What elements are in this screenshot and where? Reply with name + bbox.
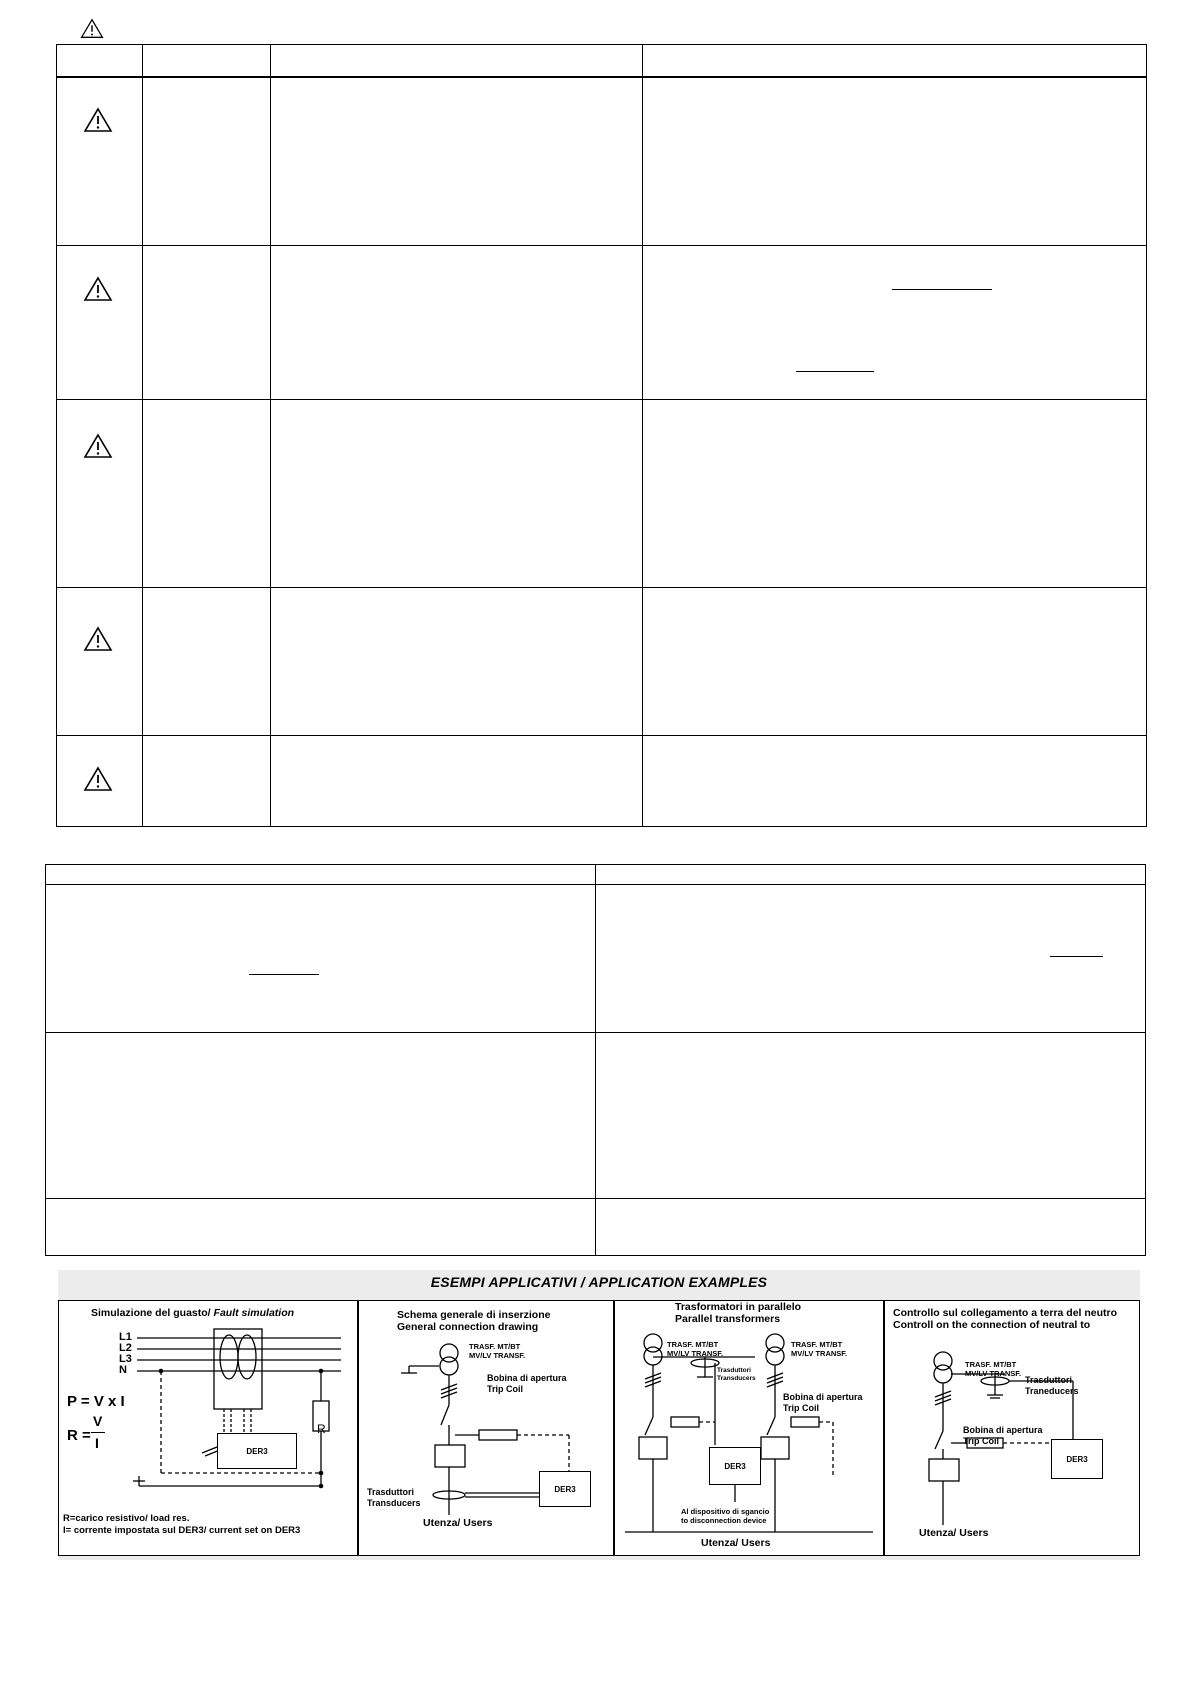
examples-title: ESEMPI APPLICATIVI / APPLICATION EXAMPLES bbox=[430, 1274, 768, 1290]
warning-icon bbox=[83, 276, 113, 302]
phase-l2: L2 bbox=[119, 1342, 132, 1354]
resistor-label: R bbox=[317, 1422, 326, 1436]
panel-general-connection bbox=[358, 1300, 614, 1556]
der3-device: DER3 bbox=[709, 1447, 761, 1485]
phase-l3: L3 bbox=[119, 1353, 132, 1365]
coil-label-1: Bobina di apertura bbox=[963, 1425, 1043, 1435]
transducers-label-1: Trasduttori bbox=[367, 1487, 415, 1497]
phase-n: N bbox=[119, 1364, 127, 1376]
panel3-heading-1: Trasformatori in parallelo bbox=[675, 1301, 802, 1313]
panel2-heading-2: General connection drawing bbox=[397, 1321, 539, 1333]
warning-icon bbox=[80, 18, 104, 39]
table-header-divider bbox=[56, 76, 1147, 78]
panel-fault-simulation bbox=[58, 1300, 358, 1556]
transformer-right-label-1: TRASF. MT/BT bbox=[791, 1340, 843, 1349]
transducers-label-1: Trasduttori bbox=[1025, 1375, 1073, 1385]
underline-mark bbox=[892, 289, 992, 290]
panel-neutral-earth bbox=[884, 1300, 1140, 1556]
note-current: I= corrente impostata sul DER3/ current set on DER3 bbox=[63, 1525, 301, 1536]
coil-label-1: Bobina di apertura bbox=[487, 1373, 567, 1383]
transformer-left-label-2: MV/LV TRANSF. bbox=[667, 1349, 724, 1358]
transducers-label-1: Trasduttori bbox=[717, 1367, 751, 1374]
transducers-label-2: Transducers bbox=[367, 1498, 421, 1508]
underline-mark bbox=[249, 974, 319, 975]
users-label: Utenza/ Users bbox=[423, 1517, 493, 1529]
warning-icon bbox=[83, 107, 113, 133]
panel1-heading: Simulazione del guasto/ Fault simulation bbox=[91, 1307, 295, 1319]
formula-voltage: V bbox=[93, 1413, 103, 1429]
table-row-divider bbox=[56, 399, 1147, 400]
underline-mark bbox=[796, 371, 874, 372]
warning-icon bbox=[83, 626, 113, 652]
table-row-divider bbox=[56, 245, 1147, 246]
der3-device: DER3 bbox=[217, 1433, 297, 1469]
formula-power: P = V x I bbox=[67, 1393, 125, 1410]
fault-simulation-diagram bbox=[59, 1321, 357, 1521]
note-load: R=carico resistivo/ load res. bbox=[63, 1513, 190, 1524]
fraction-line bbox=[91, 1432, 105, 1433]
formula-resistance: R = bbox=[67, 1427, 91, 1444]
application-examples bbox=[58, 1270, 1140, 1560]
panel4-heading-1: Controllo sul collegamento a terra del neutro bbox=[893, 1307, 1118, 1319]
table-row-divider bbox=[56, 735, 1147, 736]
users-label: Utenza/ Users bbox=[701, 1537, 771, 1549]
transducers-label-2: Traneducers bbox=[1025, 1386, 1079, 1396]
transformer-right-label-2: MV/LV TRANSF. bbox=[791, 1349, 848, 1358]
transformer-left-label-1: TRASF. MT/BT bbox=[667, 1340, 719, 1349]
transducers-label-2: Transducers bbox=[717, 1375, 756, 1382]
formula-current: I bbox=[95, 1435, 99, 1451]
panel3-heading-2: Parallel transformers bbox=[675, 1313, 781, 1325]
panel-parallel-transformers bbox=[614, 1300, 884, 1556]
info-row-divider bbox=[45, 1032, 1146, 1033]
panel4-heading-2: Controll on the connection of neutral to bbox=[893, 1319, 1091, 1331]
underline-mark bbox=[1050, 956, 1103, 957]
phase-l1: L1 bbox=[119, 1331, 132, 1343]
users-label: Utenza/ Users bbox=[919, 1527, 989, 1539]
col-divider-2 bbox=[270, 44, 271, 827]
warning-icon bbox=[83, 433, 113, 459]
panel2-heading-1: Schema generale di inserzione bbox=[397, 1309, 551, 1321]
transformer-label-2: MV/LV TRANSF. bbox=[469, 1351, 526, 1360]
coil-label-1: Bobina di apertura bbox=[783, 1392, 863, 1402]
warning-icon bbox=[83, 766, 113, 792]
coil-label-2: Trip Coil bbox=[963, 1436, 999, 1446]
table-row-divider bbox=[56, 587, 1147, 588]
der3-device: DER3 bbox=[539, 1471, 591, 1507]
der3-device: DER3 bbox=[1051, 1439, 1103, 1479]
warning-table bbox=[56, 44, 1147, 827]
coil-label-2: Trip Coil bbox=[487, 1384, 523, 1394]
info-row-divider bbox=[45, 1198, 1146, 1199]
disconnect-label-1: Al dispositivo di sgancio bbox=[681, 1507, 770, 1516]
col-divider-1 bbox=[142, 44, 143, 827]
transformer-label-1: TRASF. MT/BT bbox=[469, 1342, 521, 1351]
coil-label-2: Trip Coil bbox=[783, 1403, 819, 1413]
transformer-label-2: MV/LV TRANSF. bbox=[965, 1369, 1022, 1378]
col-divider-3 bbox=[642, 44, 643, 827]
transformer-label-1: TRASF. MT/BT bbox=[965, 1360, 1017, 1369]
disconnect-label-2: to disconnection device bbox=[681, 1516, 767, 1525]
